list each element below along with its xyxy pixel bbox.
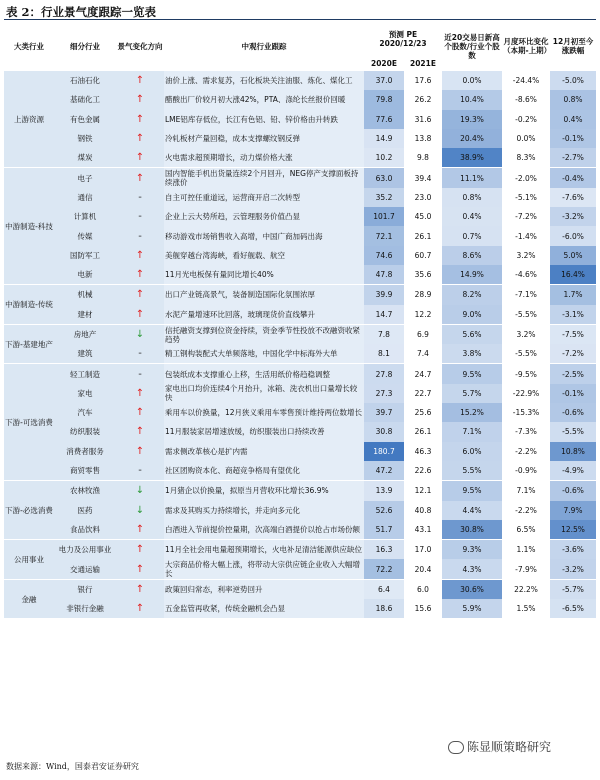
subsector-cell: 传媒 <box>54 226 116 245</box>
trend-arrow: ↑ <box>116 90 164 109</box>
pe2020-cell: 39.7 <box>364 403 404 422</box>
pe2021-cell: 39.4 <box>404 168 442 188</box>
pe2020-cell: 27.8 <box>364 364 404 384</box>
pe2020-cell: 51.7 <box>364 520 404 540</box>
header-pe: 预测 PE 2020/12/23 <box>379 30 427 48</box>
pe2021-cell: 24.7 <box>404 364 442 384</box>
table-body <box>4 71 596 619</box>
pe2020-cell: 14.9 <box>364 129 404 148</box>
pe2020-cell: 16.3 <box>364 540 404 560</box>
pe2020-cell: 13.9 <box>364 481 404 501</box>
pe2020-cell: 77.6 <box>364 110 404 129</box>
description-cell: 需求及其购买力持续增长，并走向多元化 <box>164 501 364 520</box>
description-cell: 冷轧板材产量回稳，成本支撑螺纹钢反弹 <box>164 129 364 148</box>
table-row <box>4 188 596 207</box>
new-high-cell: 30.8% <box>442 520 502 540</box>
dec-return-cell: -0.1% <box>550 384 596 403</box>
dec-return-cell: 16.4% <box>550 265 596 285</box>
subsector-cell: 石油石化 <box>54 71 116 91</box>
subsector-cell: 基础化工 <box>54 90 116 109</box>
subsector-cell: 煤炭 <box>54 148 116 168</box>
mom-cell: -2.2% <box>515 446 537 456</box>
dec-return-cell: 0.4% <box>550 110 596 129</box>
header-sector: 大类行业 <box>14 41 44 51</box>
mom-cell: -15.3% <box>512 408 540 418</box>
description-cell: 需求侧改革核心是扩内需 <box>164 442 364 461</box>
table-row <box>4 168 596 188</box>
table-row <box>4 344 596 364</box>
new-high-cell: 30.6% <box>442 579 502 599</box>
new-high-cell: 14.9% <box>442 265 502 285</box>
pe2021-cell: 45.0 <box>404 207 442 226</box>
trend-arrow: ↑ <box>116 579 164 599</box>
dec-return-cell: -7.6% <box>550 188 596 207</box>
dec-return-cell: -6.5% <box>550 599 596 618</box>
table-row <box>4 305 596 325</box>
new-high-cell: 7.1% <box>442 422 502 441</box>
pe2021-cell: 28.9 <box>404 285 442 305</box>
mom-cell: 3.2% <box>516 250 536 260</box>
description-cell: 白酒进入节前提价控量期，次高端白酒提价以抢占市场份额 <box>164 520 364 540</box>
description-cell: 自主可控任重道远，运营商开启二次转型 <box>164 188 364 207</box>
pe2021-cell: 26.2 <box>404 90 442 109</box>
description-cell: 乘用车以价换量，12月狭义乘用车零售预计维持两位数增长 <box>164 403 364 422</box>
mom-cell: -22.9% <box>512 388 540 398</box>
description-cell: 火电需求超预期增长，动力煤价格大涨 <box>164 148 364 168</box>
table-row <box>4 285 596 305</box>
pe2021-cell: 6.9 <box>404 324 442 344</box>
pe2020-cell: 8.1 <box>364 344 404 364</box>
pe2020-cell: 47.8 <box>364 265 404 285</box>
dec-return-cell: -0.1% <box>550 129 596 148</box>
pe2020-cell: 72.2 <box>364 559 404 579</box>
sector-cell: 下游-可选消费 <box>4 364 54 481</box>
pe2020-cell: 6.4 <box>364 579 404 599</box>
description-cell: 移动游戏市场销售收入高增，中国广商加码出海 <box>164 226 364 245</box>
dec-return-cell: -5.0% <box>550 71 596 91</box>
new-high-cell: 11.1% <box>442 168 502 188</box>
pe2021-cell: 26.1 <box>404 422 442 441</box>
dec-return-cell: -4.9% <box>550 461 596 481</box>
new-high-cell: 9.0% <box>442 305 502 325</box>
pe2020-cell: 18.6 <box>364 599 404 618</box>
pe2020-cell: 63.0 <box>364 168 404 188</box>
industry-table <box>4 22 596 618</box>
subsector-cell: 电子 <box>54 168 116 188</box>
description-cell: 包装纸成本支撑重心上移，生活用纸价格趋稳调整 <box>164 364 364 384</box>
pe2020-cell: 101.7 <box>364 207 404 226</box>
mom-cell: 8.3% <box>516 153 536 163</box>
table-row <box>4 559 596 579</box>
pe2021-cell: 46.3 <box>404 442 442 461</box>
new-high-cell: 0.8% <box>442 188 502 207</box>
subsector-cell: 机械 <box>54 285 116 305</box>
pe2021-cell: 20.4 <box>404 559 442 579</box>
header-dec: 12月初至今涨跌幅 <box>552 37 594 55</box>
new-high-cell: 9.3% <box>442 540 502 560</box>
pe2021-cell: 60.7 <box>404 246 442 265</box>
trend-arrow: ↓ <box>116 481 164 501</box>
table-row <box>4 442 596 461</box>
sector-cell: 金融 <box>4 579 54 618</box>
description-cell: 大宗商品价格大幅上涨，将带动大宗供应链企业收入大幅增长 <box>164 559 364 579</box>
description-cell: 11月光电板保有量同比增长40% <box>164 265 364 285</box>
description-cell: 精工钢构装配式大单频落地，中国化学中标海外大单 <box>164 344 364 364</box>
table-row <box>4 461 596 481</box>
table-row <box>4 384 596 403</box>
pe2021-cell: 13.8 <box>404 129 442 148</box>
description-cell: 政策回归常态，利率逆势回升 <box>164 579 364 599</box>
subsector-cell: 电新 <box>54 265 116 285</box>
new-high-cell: 8.2% <box>442 285 502 305</box>
new-high-cell: 4.3% <box>442 559 502 579</box>
new-high-cell: 19.3% <box>442 110 502 129</box>
pe2020-cell: 47.2 <box>364 461 404 481</box>
dec-return-cell: 12.5% <box>550 520 596 540</box>
dec-return-cell: 1.7% <box>550 285 596 305</box>
description-cell: 家电出口均价连续4个月抬升，冰箱、洗衣机出口量增长较快 <box>164 384 364 403</box>
mom-cell: -2.2% <box>515 505 537 515</box>
subsector-cell: 计算机 <box>54 207 116 226</box>
header-sub: 细分行业 <box>70 41 100 51</box>
watermark-text: 陈显顺策略研究 <box>467 740 552 754</box>
description-cell: 油价上涨、需求复苏，石化板块关注油服、炼化、煤化工 <box>164 71 364 91</box>
mom-cell: 0.0% <box>516 134 536 144</box>
mom-cell: -8.6% <box>515 95 537 105</box>
mom-cell: 1.1% <box>502 540 550 560</box>
pe2021-cell: 17.0 <box>404 540 442 560</box>
pe2020-cell: 79.8 <box>364 90 404 109</box>
dec-return-cell: 5.0% <box>550 246 596 265</box>
mom-cell: -7.1% <box>502 285 550 305</box>
sector-cell: 下游-必选消费 <box>4 481 54 540</box>
pe2020-cell: 74.6 <box>364 246 404 265</box>
mom-cell: -24.4% <box>502 71 550 91</box>
trend-arrow: ↑ <box>116 422 164 441</box>
subsector-cell: 汽车 <box>54 403 116 422</box>
subsector-cell: 通信 <box>54 188 116 207</box>
mom-cell: 6.5% <box>516 524 536 534</box>
table-row <box>4 481 596 501</box>
subsector-cell: 建材 <box>54 305 116 325</box>
table-row <box>4 148 596 168</box>
pe2020-cell: 52.6 <box>364 501 404 520</box>
header-mom: 月度环比变化（本期-上期） <box>503 37 552 55</box>
trend-arrow: - <box>116 207 164 226</box>
trend-arrow: ↑ <box>116 110 164 129</box>
subsector-cell: 钢铁 <box>54 129 116 148</box>
table-row <box>4 246 596 265</box>
dec-return-cell: -5.5% <box>550 422 596 441</box>
pe2021-cell: 23.0 <box>404 188 442 207</box>
header-desc: 中观行业跟踪 <box>241 41 287 51</box>
pe2021-cell: 22.6 <box>404 461 442 481</box>
subsector-cell: 农林牧渔 <box>54 481 116 501</box>
table-row <box>4 364 596 384</box>
pe2021-cell: 31.6 <box>404 110 442 129</box>
dec-return-cell: 0.8% <box>550 90 596 109</box>
dec-return-cell: -0.4% <box>550 168 596 188</box>
trend-arrow: - <box>116 226 164 245</box>
mom-cell: -4.6% <box>515 270 537 280</box>
mom-cell: -0.2% <box>515 114 537 124</box>
pe2021-cell: 35.6 <box>404 265 442 285</box>
table-row <box>4 520 596 540</box>
sector-cell: 下游-基建地产 <box>4 324 54 364</box>
description-cell: 出口产业链高景气，装备制造国际化氛围浓厚 <box>164 285 364 305</box>
trend-arrow: - <box>116 364 164 384</box>
new-high-cell: 3.8% <box>442 344 502 364</box>
subsector-cell: 消费者服务 <box>54 442 116 461</box>
new-high-cell: 15.2% <box>442 403 502 422</box>
pe2021-cell: 17.6 <box>404 71 442 91</box>
dec-return-cell: 10.8% <box>550 442 596 461</box>
trend-arrow: ↑ <box>116 246 164 265</box>
pe2020-cell: 10.2 <box>364 148 404 168</box>
table-row <box>4 599 596 618</box>
new-high-cell: 20.4% <box>442 129 502 148</box>
description-cell: 五金监管再收紧，传统金融机会凸显 <box>164 599 364 618</box>
trend-arrow: ↑ <box>116 71 164 91</box>
description-cell: 11月全社会用电量超预期增长，火电补足清洁能源供应缺位 <box>164 540 364 560</box>
source-note: 数据来源：Wind，国泰君安证券研究 <box>6 762 139 771</box>
mom-cell: -5.5% <box>515 309 537 319</box>
table-row <box>4 422 596 441</box>
watermark <box>448 738 551 755</box>
header-pe2020: 2020E <box>371 58 397 68</box>
trend-arrow: ↑ <box>116 285 164 305</box>
sector-cell: 中游制造-传统 <box>4 285 54 325</box>
trend-arrow: ↑ <box>116 403 164 422</box>
trend-arrow: ↑ <box>116 559 164 579</box>
dec-return-cell: -0.6% <box>550 403 596 422</box>
header-new-high: 近20交易日新高个股数/行业个股数 <box>444 32 500 60</box>
pe2020-cell: 14.7 <box>364 305 404 325</box>
trend-arrow: ↑ <box>116 599 164 618</box>
pe2021-cell: 12.2 <box>404 305 442 325</box>
table-row <box>4 403 596 422</box>
sector-cell: 上游资源 <box>4 71 54 168</box>
new-high-cell: 5.7% <box>442 384 502 403</box>
trend-arrow: - <box>116 344 164 364</box>
mom-cell: -5.5% <box>515 349 537 359</box>
description-cell: 11月服装家居增速放缓，纺织服装出口持续改善 <box>164 422 364 441</box>
pe2021-cell: 22.7 <box>404 384 442 403</box>
description-cell: 醋酸出厂价较月初大涨42%，PTA、涤纶长丝报价回暖 <box>164 90 364 109</box>
subsector-cell: 交通运输 <box>54 559 116 579</box>
pe2020-cell: 37.0 <box>364 71 404 91</box>
header-trend: 景气变化方向 <box>117 41 163 51</box>
new-high-cell: 0.0% <box>442 71 502 91</box>
trend-arrow: ↑ <box>116 148 164 168</box>
table-row <box>4 110 596 129</box>
subsector-cell: 医药 <box>54 501 116 520</box>
dec-return-cell: -5.7% <box>550 579 596 599</box>
description-cell: 企业上云大势所趋，云管理服务价值凸显 <box>164 207 364 226</box>
new-high-cell: 5.5% <box>442 461 502 481</box>
subsector-cell: 电力及公用事业 <box>54 540 116 560</box>
pe2021-cell: 15.6 <box>404 599 442 618</box>
new-high-cell: 6.0% <box>442 442 502 461</box>
pe2020-cell: 180.7 <box>364 442 404 461</box>
mom-cell: -0.9% <box>515 466 537 476</box>
table-row <box>4 226 596 245</box>
dec-return-cell: -2.5% <box>550 364 596 384</box>
description-cell: 美舰穿越台湾海峡，看好舰载、航空 <box>164 246 364 265</box>
dec-return-cell: -7.2% <box>550 344 596 364</box>
trend-arrow: ↑ <box>116 168 164 188</box>
table-row <box>4 501 596 520</box>
description-cell: 国内智能手机出货量连续2个月回升，NEG停产支撑面板持续涨价 <box>164 168 364 188</box>
dec-return-cell: -0.6% <box>550 481 596 501</box>
mom-cell: 22.2% <box>502 579 550 599</box>
sector-cell: 中游制造-科技 <box>4 168 54 285</box>
subsector-cell: 家电 <box>54 384 116 403</box>
new-high-cell: 0.4% <box>442 207 502 226</box>
subsector-cell: 轻工制造 <box>54 364 116 384</box>
subsector-cell: 有色金属 <box>54 110 116 129</box>
pe2021-cell: 7.4 <box>404 344 442 364</box>
pe2020-cell: 30.8 <box>364 422 404 441</box>
table-row <box>4 207 596 226</box>
sector-cell: 公用事业 <box>4 540 54 580</box>
pe2021-cell: 40.8 <box>404 501 442 520</box>
table-row <box>4 90 596 109</box>
subsector-cell: 非银行金融 <box>54 599 116 618</box>
table-row <box>4 71 596 91</box>
new-high-cell: 8.6% <box>442 246 502 265</box>
wechat-icon <box>448 741 464 754</box>
mom-cell: -7.9% <box>515 564 537 574</box>
trend-arrow: ↑ <box>116 540 164 560</box>
pe2020-cell: 39.9 <box>364 285 404 305</box>
mom-cell: 3.2% <box>502 324 550 344</box>
trend-arrow: ↑ <box>116 129 164 148</box>
new-high-cell: 5.9% <box>442 599 502 618</box>
new-high-cell: 5.6% <box>442 324 502 344</box>
trend-arrow: - <box>116 461 164 481</box>
mom-cell: -7.2% <box>515 212 537 222</box>
trend-arrow: - <box>116 188 164 207</box>
mom-cell: -9.5% <box>502 364 550 384</box>
dec-return-cell: -2.7% <box>550 148 596 168</box>
title-rule <box>4 19 596 20</box>
dec-return-cell: -6.0% <box>550 226 596 245</box>
dec-return-cell: -3.1% <box>550 305 596 325</box>
table-row <box>4 324 596 344</box>
description-cell: LME铝库存低位，长江有色铝、铅、锌价格由升转跌 <box>164 110 364 129</box>
trend-arrow: ↑ <box>116 265 164 285</box>
pe2021-cell: 25.6 <box>404 403 442 422</box>
pe2020-cell: 7.8 <box>364 324 404 344</box>
mom-cell: -7.3% <box>515 427 537 437</box>
description-cell: 社区团购资本化、商超竞争格局有望优化 <box>164 461 364 481</box>
table-row <box>4 129 596 148</box>
table-row <box>4 265 596 285</box>
new-high-cell: 9.5% <box>442 364 502 384</box>
subsector-cell: 国防军工 <box>54 246 116 265</box>
subsector-cell: 纺织服装 <box>54 422 116 441</box>
trend-arrow: ↓ <box>116 501 164 520</box>
table-title: 表 2：行业景气度跟踪一览表 <box>6 5 157 19</box>
new-high-cell: 10.4% <box>442 90 502 109</box>
trend-arrow: ↑ <box>116 520 164 540</box>
new-high-cell: 4.4% <box>442 501 502 520</box>
table-row <box>4 579 596 599</box>
pe2021-cell: 12.1 <box>404 481 442 501</box>
header-pe2021: 2021E <box>410 58 436 68</box>
subsector-cell: 房地产 <box>54 324 116 344</box>
mom-cell: -1.4% <box>515 231 537 241</box>
description-cell: 水泥产量增速环比回落，玻璃现货价直线攀升 <box>164 305 364 325</box>
table-row <box>4 540 596 560</box>
trend-arrow: ↓ <box>116 324 164 344</box>
trend-arrow: ↑ <box>116 442 164 461</box>
new-high-cell: 9.5% <box>442 481 502 501</box>
trend-arrow: ↑ <box>116 305 164 325</box>
dec-return-cell: -7.5% <box>550 324 596 344</box>
dec-return-cell: -3.6% <box>550 540 596 560</box>
subsector-cell: 建筑 <box>54 344 116 364</box>
mom-cell: 1.5% <box>516 604 536 614</box>
pe2021-cell: 6.0 <box>404 579 442 599</box>
pe2021-cell: 43.1 <box>404 520 442 540</box>
trend-arrow: ↑ <box>116 384 164 403</box>
description-cell: 信托融资支撑到位资金持续，资金季节性投放不改融资收紧趋势 <box>164 324 364 344</box>
pe2021-cell: 9.8 <box>404 148 442 168</box>
dec-return-cell: -3.2% <box>550 559 596 579</box>
dec-return-cell: -3.2% <box>550 207 596 226</box>
new-high-cell: 38.9% <box>442 148 502 168</box>
subsector-cell: 商贸零售 <box>54 461 116 481</box>
mom-cell: -5.1% <box>515 192 537 202</box>
pe2020-cell: 35.2 <box>364 188 404 207</box>
dec-return-cell: 7.9% <box>550 501 596 520</box>
mom-cell: 7.1% <box>502 481 550 501</box>
new-high-cell: 0.7% <box>442 226 502 245</box>
description-cell: 1月猪企以价换量，拟原当月营收环比增长36.9% <box>164 481 364 501</box>
mom-cell: -2.0% <box>502 168 550 188</box>
subsector-cell: 食品饮料 <box>54 520 116 540</box>
pe2020-cell: 27.3 <box>364 384 404 403</box>
pe2020-cell: 72.1 <box>364 226 404 245</box>
subsector-cell: 银行 <box>54 579 116 599</box>
pe2021-cell: 26.1 <box>404 226 442 245</box>
